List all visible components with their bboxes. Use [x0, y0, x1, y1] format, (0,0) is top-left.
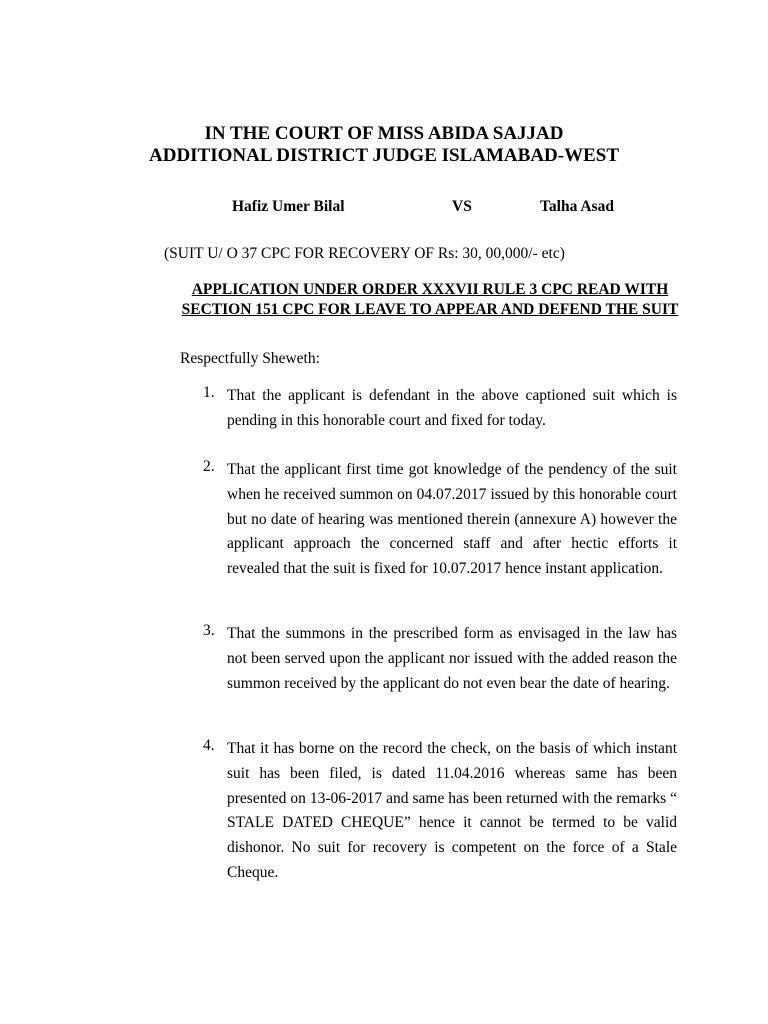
salutation: Respectfully Sheweth:: [180, 350, 320, 367]
defendant-name: Talha Asad: [540, 198, 614, 215]
paragraph-number: 4.: [203, 737, 215, 754]
judge-title-line: ADDITIONAL DISTRICT JUDGE ISLAMABAD-WEST: [149, 145, 619, 166]
paragraph-number: 3.: [203, 622, 215, 639]
paragraph-number: 1.: [203, 384, 215, 401]
court-name-line: IN THE COURT OF MISS ABIDA SAJJAD: [204, 123, 564, 144]
plaintiff-name: Hafiz Umer Bilal: [232, 198, 345, 215]
paragraph-3: [203, 622, 677, 696]
suit-description: (SUIT U/ O 37 CPC FOR RECOVERY OF Rs: 30, 00,000/- etc): [164, 245, 565, 262]
paragraph-text: That it has borne on the record the check, on the basis of which instant suit has been filed, is dated 11.04.2016 whereas same has been presented on 13-06-2017 and same has been returned with the remarks “ STALE DATED CHEQUE” hence it cannot be termed to be valid dishonor. No suit for recovery is competent on the force of a Stale Cheque.: [227, 740, 677, 881]
paragraph-1: [203, 384, 677, 434]
paragraph-4: [203, 737, 677, 886]
paragraph-text: That the applicant is defendant in the above captioned suit which is pending in this honorable court and fixed for today.: [227, 387, 677, 429]
application-title: APPLICATION UNDER ORDER XXXVII RULE 3 CPC READ WITH SECTION 151 CPC FOR LEAVE TO APPEAR AND DEFEND THE SUIT: [181, 281, 679, 318]
paragraph-2: [203, 458, 677, 582]
paragraph-number: 2.: [203, 458, 215, 475]
paragraph-text: That the summons in the prescribed form as envisaged in the law has not been served upon the applicant nor issued with the added reason the summon received by the applicant do not even bear the date of hearing.: [227, 625, 677, 692]
versus-label: VS: [452, 198, 472, 215]
paragraph-text: That the applicant first time got knowledge of the pendency of the suit when he received summon on 04.07.2017 issued by this honorable court but no date of hearing was mentioned therein (annexure A) however the applicant approach the concerned staff and after hectic efforts it revealed that the suit is fixed for 10.07.2017 hence instant application.: [227, 461, 677, 578]
